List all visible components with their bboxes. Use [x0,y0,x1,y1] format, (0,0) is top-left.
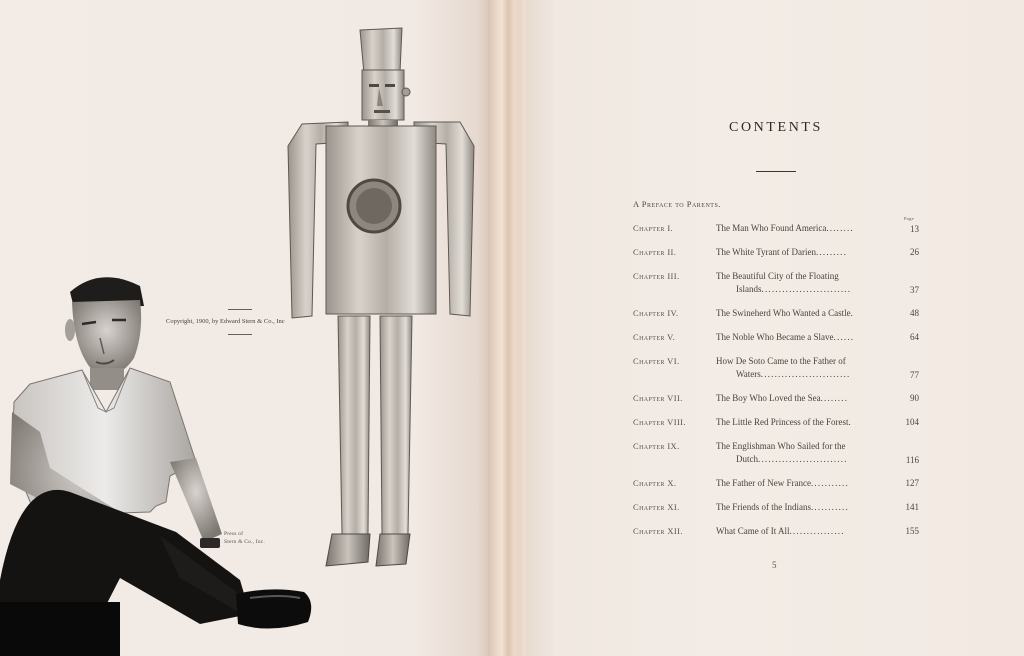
title-rule [756,171,796,172]
chapter-page: 77 [910,370,919,380]
chapter-title: The Beautiful City of the Floating [716,271,839,281]
chapter-title: The Boy Who Loved the Sea [716,393,821,403]
left-page [0,0,492,656]
chapter-title-continued: Islands [736,284,762,294]
chapter-title: How De Soto Came to the Father of [716,356,846,366]
chapter-page: 90 [910,393,919,403]
chapter-title-line [716,222,900,235]
chapter-title-line [716,270,900,296]
chapter-title: The Englishman Who Sailed for the [716,441,846,451]
press-line-1: Press of [224,531,244,537]
toc-entry [633,501,921,525]
toc-entry [633,307,921,331]
toc-entry [633,440,921,477]
leader-dots: ........... [810,478,849,488]
leader-dots: ......... [816,247,848,257]
chapter-page: 127 [905,478,919,488]
press-line-2: Stern & Co., Inc. [224,539,265,545]
leader-dots: .......................... [761,284,852,294]
toc-entry [633,270,921,307]
leader-dots: ...... [833,332,855,342]
chapter-label: Chapter VII. [633,393,683,403]
leader-dots: . [848,417,852,427]
chapter-page: 13 [910,224,919,234]
toc-entry [633,392,921,416]
chapter-title: What Came of It All [716,526,790,536]
chapter-label: Chapter XII. [633,526,683,536]
contents-title: CONTENTS [729,120,823,135]
chapter-label: Chapter XI. [633,502,680,512]
chapter-title: The Noble Who Became a Slave [716,332,834,342]
page-number: 5 [772,560,777,570]
chapter-title-continued: Dutch [736,454,758,464]
leader-dots: . [850,308,855,318]
toc-entry [633,331,921,355]
toc-entry [633,246,921,270]
chapter-page: 48 [910,308,919,318]
copyright-notice: Copyright, 1900, by Edward Stern & Co., Inc [166,318,285,325]
chapter-label: Chapter I. [633,223,674,233]
leader-dots: ........ [826,223,854,233]
chapter-page: 37 [910,285,919,295]
chapter-title-line [716,416,900,429]
toc-entry [633,222,921,246]
chapter-title-line [716,246,900,259]
toc-entry [633,416,921,440]
chapter-page: 141 [905,502,919,512]
chapter-title-line [716,525,900,538]
chapter-label: Chapter IX. [633,441,680,451]
chapter-title-line [716,477,900,490]
chapter-title: The Little Red Princess of the Forest [716,417,849,427]
toc-entry [633,477,921,501]
leader-dots: .......................... [758,454,848,464]
chapter-title: The Man Who Found America [716,223,827,233]
chapter-title: The Father of New France [716,478,811,488]
chapter-page: 155 [905,526,919,536]
leader-dots: .......................... [760,369,851,379]
preface-entry: A Preface to Parents. [633,199,721,209]
chapter-title-line [716,440,900,466]
chapter-page: 26 [910,247,919,257]
chapter-label: Chapter IV. [633,308,679,318]
chapter-label: Chapter II. [633,247,677,257]
table-of-contents [633,222,921,549]
chapter-title-line [716,501,900,514]
seated-man-photo [0,262,320,656]
chapter-title-line [716,307,900,320]
chapter-title-line [716,392,900,405]
chapter-page: 64 [910,332,919,342]
chapter-title-line [716,331,900,344]
chapter-title: The Friends of the Indians [716,502,811,512]
page-column-heading: Page [904,216,914,221]
leader-dots: ........... [810,502,849,512]
chapter-title: The Swineherd Who Wanted a Castle [716,308,851,318]
toc-entry [633,355,921,392]
leader-dots: ................ [789,526,845,536]
chapter-label: Chapter VIII. [633,417,686,427]
chapter-title-continued: Waters [736,369,761,379]
chapter-title-line [716,355,900,381]
leader-dots: ........ [820,393,849,403]
book-gutter [488,0,528,656]
chapter-label: Chapter V. [633,332,676,342]
chapter-title: The White Tyrant of Darien [716,247,817,257]
chapter-page: 104 [905,417,919,427]
chapter-label: Chapter III. [633,271,680,281]
chapter-page: 116 [905,455,919,465]
toc-entry [633,525,921,549]
chapter-label: Chapter X. [633,478,677,488]
chapter-label: Chapter VI. [633,356,680,366]
